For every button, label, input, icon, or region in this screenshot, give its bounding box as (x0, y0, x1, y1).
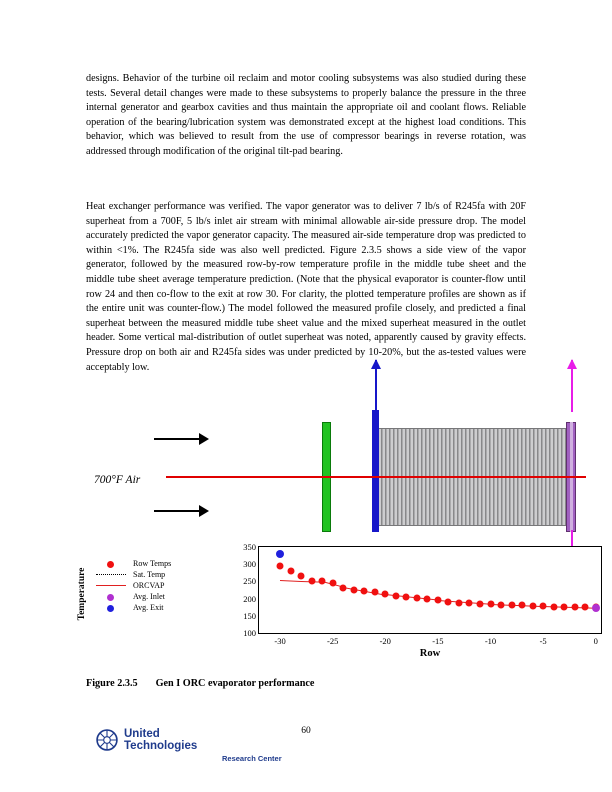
chart-data-point (413, 594, 420, 601)
chart-data-point (424, 595, 431, 602)
chart-y-axis-label: Temperature (77, 567, 87, 621)
legend-marker-line-icon (94, 581, 128, 591)
chart-data-point (329, 579, 336, 586)
chart-data-point (550, 603, 557, 610)
utrc-logo (96, 726, 296, 766)
legend-label: Avg. Inlet (133, 592, 165, 601)
chart-data-point (592, 604, 600, 612)
chart-data-point (582, 604, 589, 611)
legend-label: Sat. Temp (133, 570, 166, 579)
legend-item (94, 591, 244, 602)
legend-marker-dot-icon (94, 592, 128, 602)
chart-data-point (487, 601, 494, 608)
air-flow-line (166, 476, 586, 478)
chart-data-point (561, 603, 568, 610)
chart-y-tick: 100 (243, 628, 256, 638)
logo-wordmark (124, 728, 197, 752)
chart-data-point (571, 603, 578, 610)
legend-marker-dotted-line-icon (94, 570, 128, 580)
air-inlet-arrow-bottom-icon (154, 510, 200, 512)
chart-data-point (340, 584, 347, 591)
legend-label: ORCVAP (133, 581, 165, 590)
legend-label: Row Temps (133, 559, 172, 568)
air-temperature-label: 700°F Air (94, 474, 141, 486)
outlet-flow-arrow-up-icon (571, 360, 573, 412)
chart-data-point (382, 591, 389, 598)
chart-data-point (466, 600, 473, 607)
chart-y-tick: 150 (243, 610, 256, 621)
chart-data-point (350, 587, 357, 594)
chart-y-tick: 300 (243, 559, 256, 570)
chart-y-tick: 350 (243, 542, 256, 552)
chart-data-point (392, 592, 399, 599)
chart-x-tick: -15 (432, 636, 444, 646)
chart-data-point (455, 600, 462, 607)
chart-data-point (445, 599, 452, 606)
legend-item (94, 558, 244, 569)
chart-x-tick: -30 (274, 636, 286, 646)
legend-item (94, 602, 244, 613)
figure-caption-number: Figure 2.3.5 (86, 678, 138, 689)
chart-data-point (434, 596, 441, 603)
chart-x-axis-label: Row (419, 648, 441, 659)
evaporator-performance-chart (77, 538, 598, 668)
page-number: 60 (301, 726, 311, 736)
chart-data-point (319, 577, 326, 584)
mid-tube-sheet-bar (372, 410, 379, 532)
chart-data-point (361, 588, 368, 595)
logo-line-1: United (124, 728, 160, 740)
legend-label: Avg. Exit (133, 603, 164, 612)
chart-data-point (519, 602, 526, 609)
united-technologies-mark-icon (96, 729, 118, 751)
legend-marker-dot-icon (94, 559, 128, 569)
chart-x-tick: 0 (593, 636, 598, 646)
chart-data-point (287, 567, 294, 574)
chart-data-point (498, 601, 505, 608)
chart-y-tick: 200 (243, 593, 256, 604)
chart-legend (94, 558, 244, 613)
chart-plot-area (243, 542, 602, 646)
legend-item (94, 580, 244, 591)
chart-x-tick: -25 (326, 636, 339, 646)
logo-subtitle: Research Center (222, 754, 282, 763)
inlet-flow-arrow-icon (375, 360, 377, 412)
figure-caption (86, 678, 526, 689)
chart-data-point (371, 589, 378, 596)
chart-data-point (276, 550, 284, 558)
chart-data-point (403, 593, 410, 600)
air-inlet-arrow-top-icon (154, 438, 200, 440)
chart-x-tick: -20 (379, 636, 391, 646)
logo-line-2: Technologies (124, 740, 198, 752)
chart-data-point (308, 577, 315, 584)
chart-data-point (529, 602, 536, 609)
chart-y-tick: 250 (243, 576, 256, 587)
chart-data-point (508, 602, 515, 609)
paragraph-2: Heat exchanger performance was verified. The vapor generator was to deliver 7 lb/s of R245fa with 20F superheat from a 700F, 5 lb/s inlet air stream with minimal allowable air-side pressure drop. The model accurately predicted the vapor generator capacity. The measured air-side temperature drop was predicted to within <1%. The R245fa side was also well predicted. Figure 2.3.5 shows a side view of the vapor generator, followed by the measured row-by-row temperature profile in the middle tube sheet and the middle tube sheet average temperature prediction. (Note that the physical evaporator is counter-flow until row 24 and then co-flow to the exit at row 30. For clarity, the plotted temperature profiles are shown as if the entire unit was counter-flow.) The model followed the measured profile closely, and predicted a final superheat between the measured middle tube sheet value and the mixed superheat measured in the outlet header. Some vertical mal-distribution of outlet superheat was noted, apparently caused by gravity effects. Pressure drop on both air and R245fa sides was under predicted by 10-20%, but the as-tested values were acceptably low. (86, 201, 526, 373)
paragraph-1: designs. Behavior of the turbine oil reclaim and motor cooling subsystems was also studied during these tests. Several detail changes were made to these subsystems to properly balance the pressure in the three internal generator and gearbox cavities and thus maintain the appropriate oil and coolant flows. Reliable operation of the bearing/lubrication system was demonstrated except at the highest load conditions. This behavior, which was believed to result from the use of compressor bearings in reverse rotation, was addressed through modification of the original tilt-pad bearing. (86, 73, 526, 157)
chart-data-point (298, 572, 305, 579)
chart-series-line (280, 580, 301, 582)
chart-data-point (476, 601, 483, 608)
heat-exchanger-diagram (226, 380, 576, 540)
chart-data-point (277, 562, 284, 569)
chart-data-point (540, 603, 547, 610)
legend-item (94, 569, 244, 580)
chart-x-tick: -5 (539, 636, 547, 646)
chart-x-tick: -10 (484, 636, 497, 646)
legend-marker-dot-icon (94, 603, 128, 613)
figure-caption-text: Gen I ORC evaporator performance (155, 678, 315, 689)
